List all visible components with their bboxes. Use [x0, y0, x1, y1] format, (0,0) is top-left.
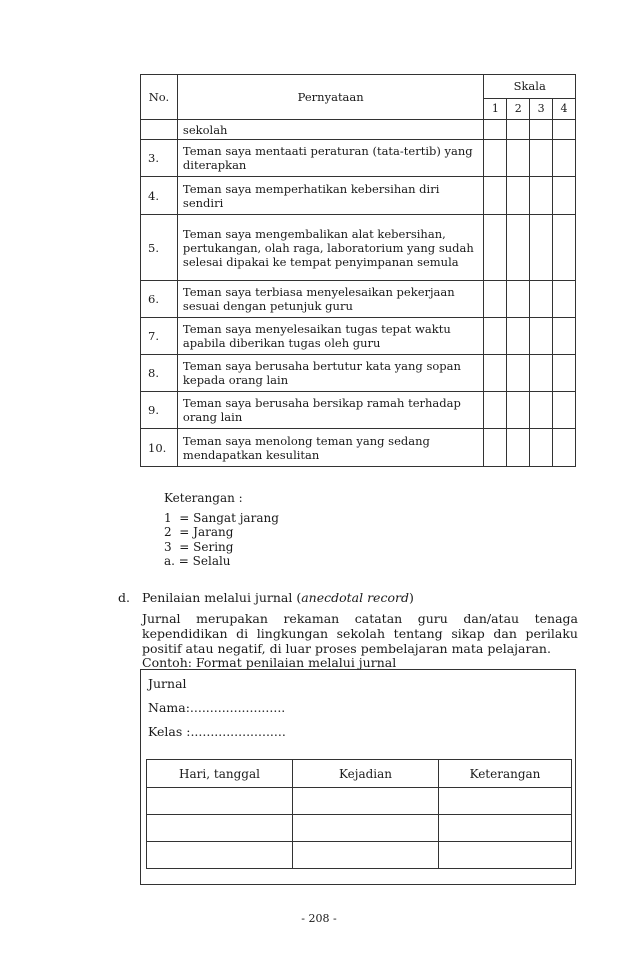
table-row	[141, 215, 576, 281]
legend-item: 2 = Jarang	[164, 525, 234, 539]
scale-cell	[530, 120, 553, 140]
scale-cell	[530, 140, 553, 177]
journal-cell	[439, 842, 572, 869]
scale-cell	[484, 318, 507, 355]
scale-cell	[553, 429, 576, 467]
scale-cell	[530, 318, 553, 355]
row-number: 5.	[141, 215, 178, 281]
row-number	[141, 120, 178, 140]
scale-cell	[530, 355, 553, 392]
journal-cell	[147, 842, 293, 869]
row-number: 9.	[141, 392, 178, 429]
row-statement: Teman saya mentaati peraturan (tata-tertib) yang diterapkan	[177, 140, 484, 177]
scale-cell	[484, 281, 507, 318]
journal-cell	[147, 788, 293, 815]
row-statement: sekolah	[177, 120, 484, 140]
row-statement: Teman saya terbiasa menyelesaikan pekerjaan sesuai dengan petunjuk guru	[177, 281, 484, 318]
row-statement: Teman saya berusaha bertutur kata yang sopan kepada orang lain	[177, 355, 484, 392]
table-row	[141, 120, 576, 140]
scale-cell	[484, 392, 507, 429]
journal-cell	[439, 815, 572, 842]
scale-cell	[507, 120, 530, 140]
scale-cell	[553, 215, 576, 281]
legend-title: Keterangan :	[164, 491, 243, 505]
page-number: - 208 -	[301, 912, 337, 925]
journal-cell	[293, 815, 439, 842]
journal-col-date: Hari, tanggal	[147, 760, 293, 788]
journal-cell	[439, 788, 572, 815]
heading-suffix: )	[408, 590, 414, 605]
row-statement: Teman saya menolong teman yang sedang mendapatkan kesulitan	[177, 429, 484, 467]
scale-cell	[507, 215, 530, 281]
row-statement: Teman saya berusaha bersikap ramah terhadap orang lain	[177, 392, 484, 429]
journal-cell	[293, 788, 439, 815]
row-number: 7.	[141, 318, 178, 355]
header-no: No.	[141, 75, 178, 120]
scale-cell	[484, 177, 507, 215]
legend-item: 3 = Sering	[164, 539, 234, 554]
journal-header-row	[147, 760, 572, 788]
legend-item: a. = Selalu	[164, 554, 231, 568]
scale-cell	[553, 318, 576, 355]
journal-cell	[147, 815, 293, 842]
header-statement: Pernyataan	[177, 75, 484, 120]
scale-cell	[484, 355, 507, 392]
row-statement: Teman saya mengembalikan alat kebersihan, pertukangan, olah raga, laboratorium yang sudah selesai dipakai ke tempat penyimpanan semula	[177, 215, 484, 281]
header-scale: Skala	[484, 75, 576, 99]
row-number: 4.	[141, 177, 178, 215]
journal-table	[146, 759, 572, 869]
scale-cell	[530, 281, 553, 318]
scale-cell	[530, 429, 553, 467]
journal-name-line: Nama:........................	[148, 700, 286, 715]
scale-cell	[507, 177, 530, 215]
table-row	[141, 318, 576, 355]
section-d-paragraph: Jurnal merupakan rekaman catatan guru dan/atau tenaga kependidikan di lingkungan sekolah tentang sikap dan perilaku positif atau negatif, di luar proses pembelajaran mata pelajaran.	[142, 611, 578, 656]
scale-cell	[484, 120, 507, 140]
table-row	[141, 355, 576, 392]
example-label: Contoh: Format penilaian melalui jurnal	[142, 655, 397, 670]
journal-class-line: Kelas :........................	[148, 724, 286, 739]
scale-cell	[553, 120, 576, 140]
scale-cell	[530, 392, 553, 429]
scale-cell	[507, 318, 530, 355]
scale-cell	[507, 392, 530, 429]
scale-cell	[507, 281, 530, 318]
scale-cell	[484, 429, 507, 467]
scale-cell	[553, 281, 576, 318]
scale-label: 3	[530, 98, 553, 119]
table-row	[141, 140, 576, 177]
scale-cell	[553, 177, 576, 215]
journal-empty-row	[147, 788, 572, 815]
scale-cell	[507, 355, 530, 392]
journal-title: Jurnal	[148, 676, 187, 691]
scale-label: 2	[507, 98, 530, 119]
scale-cell	[507, 429, 530, 467]
scale-cell	[484, 140, 507, 177]
table-row	[141, 429, 576, 467]
table-row	[141, 392, 576, 429]
row-statement: Teman saya menyelesaikan tugas tepat waktu apabila diberikan tugas oleh guru	[177, 318, 484, 355]
heading-prefix: Penilaian melalui jurnal (	[142, 590, 302, 605]
legend-item: 1 = Sangat jarang	[164, 510, 279, 525]
table-row	[141, 177, 576, 215]
scale-cell	[484, 215, 507, 281]
journal-format-box	[140, 669, 576, 885]
journal-empty-row	[147, 815, 572, 842]
scale-cell	[553, 140, 576, 177]
row-number: 3.	[141, 140, 178, 177]
row-number: 10.	[141, 429, 178, 467]
heading-italic: anecdotal record	[301, 590, 409, 605]
journal-col-event: Kejadian	[293, 760, 439, 788]
scale-cell	[553, 355, 576, 392]
row-statement: Teman saya memperhatikan kebersihan diri sendiri	[177, 177, 484, 215]
section-d-heading	[118, 590, 578, 605]
journal-cell	[293, 842, 439, 869]
scale-cell	[507, 140, 530, 177]
journal-empty-row	[147, 842, 572, 869]
scale-cell	[530, 215, 553, 281]
row-number: 6.	[141, 281, 178, 318]
scale-label: 4	[553, 98, 576, 119]
assessment-scale-table	[140, 74, 576, 467]
scale-cell	[553, 392, 576, 429]
legend-block	[164, 491, 279, 569]
scale-label: 1	[484, 98, 507, 119]
scale-cell	[530, 177, 553, 215]
row-number: 8.	[141, 355, 178, 392]
section-letter: d.	[118, 590, 130, 605]
journal-col-notes: Keterangan	[439, 760, 572, 788]
table-row	[141, 281, 576, 318]
